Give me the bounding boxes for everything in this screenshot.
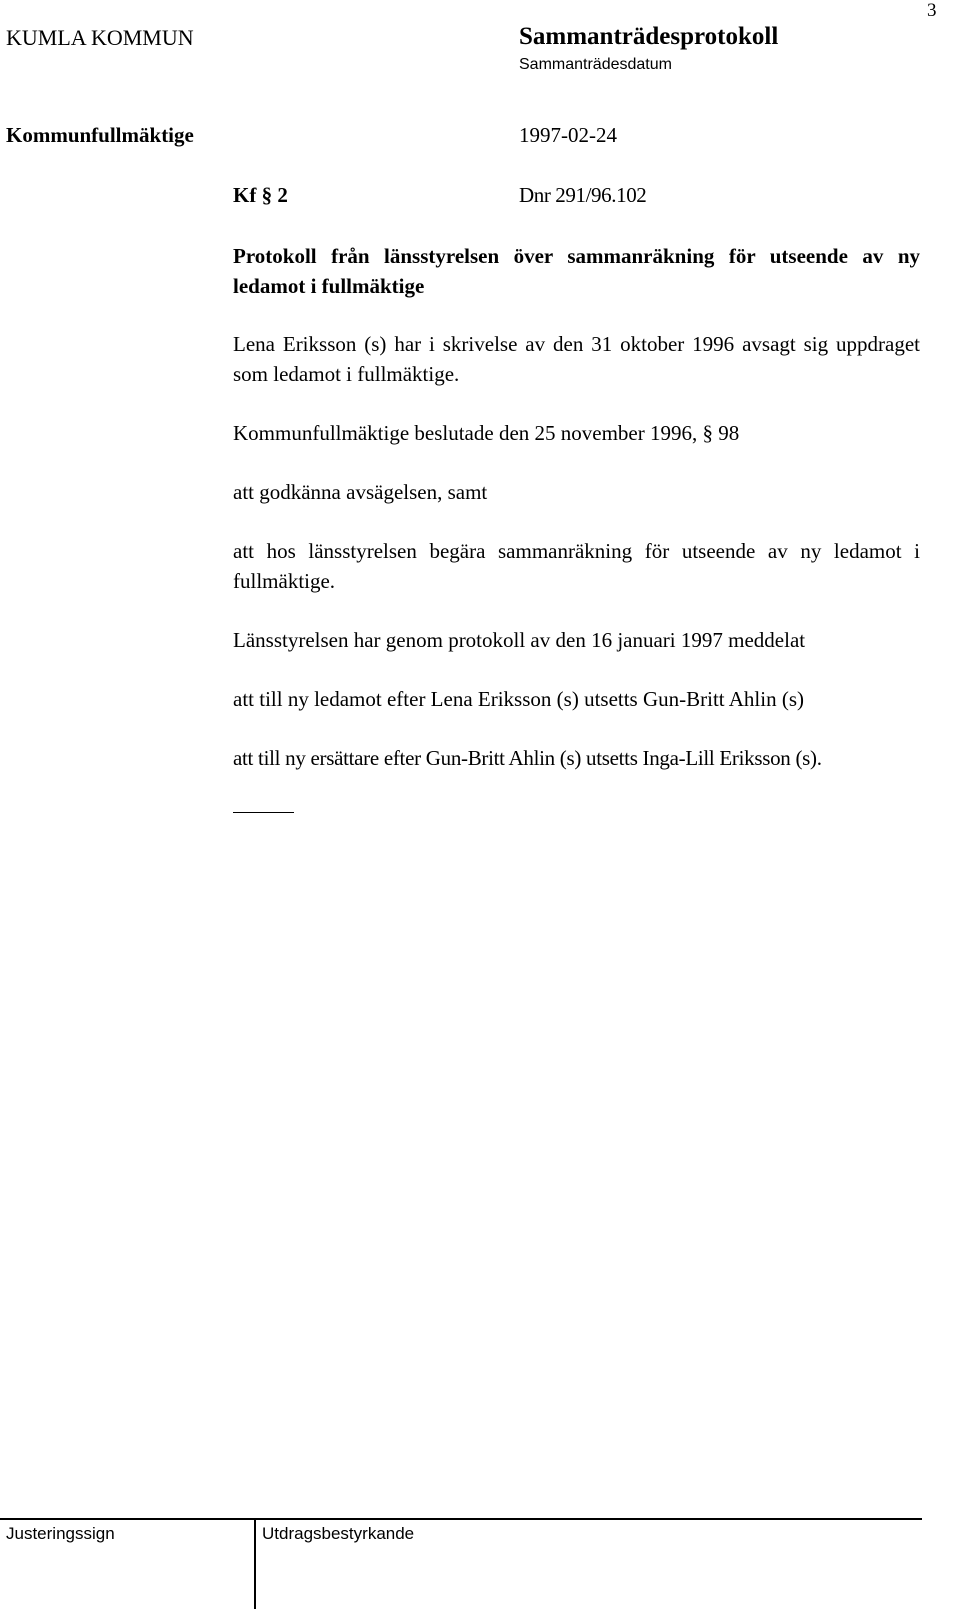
footer-divider xyxy=(254,1519,256,1609)
body-paragraph: Lena Eriksson (s) har i skrivelse av den 31 oktober 1996 avsagt sig uppdraget som ledamot i fullmäktige. xyxy=(233,332,920,386)
decision-clause: att godkänna avsägelsen, samt xyxy=(233,480,488,504)
governing-body-label: Kommunfullmäktige xyxy=(6,123,194,147)
decision-clause: att till ny ledamot efter Lena Eriksson (s) utsetts Gun-Britt Ahlin (s) xyxy=(233,687,804,711)
body-paragraph: Länsstyrelsen har genom protokoll av den 16 januari 1997 meddelat xyxy=(233,628,806,652)
meeting-date: 1997-02-24 xyxy=(519,123,617,147)
item-heading: Protokoll från länsstyrelsen över sammanräkning för utseende av ny ledamot i fullmäktige xyxy=(233,244,920,298)
organization-name: KUMLA KOMMUN xyxy=(6,25,194,50)
page-number: 3 xyxy=(927,0,937,21)
certification-label: Utdragsbestyrkande xyxy=(262,1524,415,1543)
paragraph-reference: Kf § 2 xyxy=(233,183,288,207)
end-of-item-rule xyxy=(233,812,294,813)
document-title: Sammanträdesprotokoll xyxy=(519,23,779,50)
diary-number: Dnr 291/96.102 xyxy=(519,183,647,207)
signature-label: Justeringssign xyxy=(6,1524,115,1543)
decision-clause: att hos länsstyrelsen begära sammanräkning för utseende av ny ledamot i fullmäktige. xyxy=(233,539,920,593)
meeting-date-label: Sammanträdesdatum xyxy=(519,56,672,73)
footer-rule xyxy=(0,1518,922,1520)
body-paragraph: Kommunfullmäktige beslutade den 25 november 1996, § 98 xyxy=(233,421,740,445)
decision-clause: att till ny ersättare efter Gun-Britt Ahlin (s) utsetts Inga-Lill Eriksson (s). xyxy=(233,746,822,770)
